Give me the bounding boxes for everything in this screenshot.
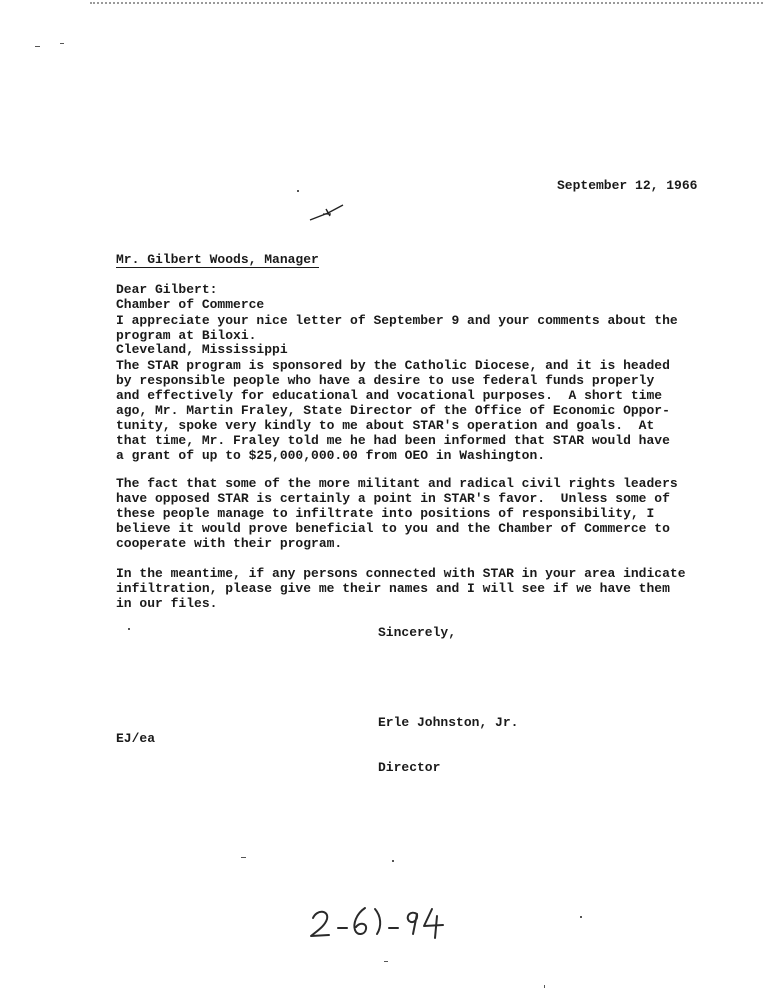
handwritten-note bbox=[305, 900, 455, 946]
body-line: The fact that some of the more militant and radical civil rights leaders bbox=[116, 476, 678, 491]
scan-speck bbox=[60, 43, 64, 44]
body-line: tunity, spoke very kindly to me about STAR's operation and goals. At bbox=[116, 418, 655, 433]
body-line: cooperate with their program. bbox=[116, 536, 343, 551]
body-line: these people manage to infiltrate into positions of responsibility, I bbox=[116, 506, 655, 521]
body-line: by responsible people who have a desire to use federal funds properly bbox=[116, 373, 655, 388]
body-line: infiltration, please give me their names and I will see if we have them bbox=[116, 581, 670, 596]
paragraph-2 bbox=[116, 358, 670, 463]
body-line: ago, Mr. Martin Fraley, State Director of the Office of Economic Oppor- bbox=[116, 403, 670, 418]
body-line: I appreciate your nice letter of September 9 and your comments about the bbox=[116, 313, 678, 328]
body-line: believe it would prove beneficial to you and the Chamber of Commerce to bbox=[116, 521, 670, 536]
scan-speck bbox=[241, 857, 246, 858]
address-block bbox=[116, 222, 319, 372]
paragraph-3 bbox=[116, 476, 678, 551]
signer-name: Erle Johnston, Jr. bbox=[378, 715, 519, 730]
closing: Sincerely, bbox=[378, 625, 457, 640]
body-line: The STAR program is sponsored by the Catholic Diocese, and it is headed bbox=[116, 358, 670, 373]
paragraph-4 bbox=[116, 566, 686, 611]
scan-speck bbox=[384, 961, 388, 962]
scan-speck bbox=[297, 190, 299, 192]
paragraph-1 bbox=[116, 313, 678, 343]
signer-title: Director bbox=[378, 760, 441, 775]
body-line: in our files. bbox=[116, 596, 218, 611]
body-line: that time, Mr. Fraley told me he had been informed that STAR would have bbox=[116, 433, 670, 448]
signature-block bbox=[378, 685, 518, 790]
body-line: a grant of up to $25,000,000.00 from OEO in Washington. bbox=[116, 448, 546, 463]
scan-speck bbox=[128, 628, 130, 630]
body-line: and effectively for educational and vocational purposes. A short time bbox=[116, 388, 663, 403]
letter-date: September 12, 1966 bbox=[557, 178, 698, 193]
scan-speck bbox=[544, 985, 545, 988]
scan-speck bbox=[392, 860, 394, 862]
organization-line: Chamber of Commerce bbox=[116, 297, 265, 312]
page-top-edge bbox=[90, 2, 763, 4]
typist-initials: EJ/ea bbox=[116, 731, 156, 746]
pen-check-mark-icon bbox=[308, 200, 348, 224]
scan-speck bbox=[580, 916, 582, 918]
recipient-line: Mr. Gilbert Woods, Manager bbox=[116, 252, 319, 267]
scan-speck bbox=[35, 46, 40, 47]
body-line: In the meantime, if any persons connected with STAR in your area indicate bbox=[116, 566, 686, 581]
salutation: Dear Gilbert: bbox=[116, 282, 218, 297]
city-line: Cleveland, Mississippi bbox=[116, 342, 288, 357]
body-line: program at Biloxi. bbox=[116, 328, 257, 343]
body-line: have opposed STAR is certainly a point in STAR's favor. Unless some of bbox=[116, 491, 670, 506]
